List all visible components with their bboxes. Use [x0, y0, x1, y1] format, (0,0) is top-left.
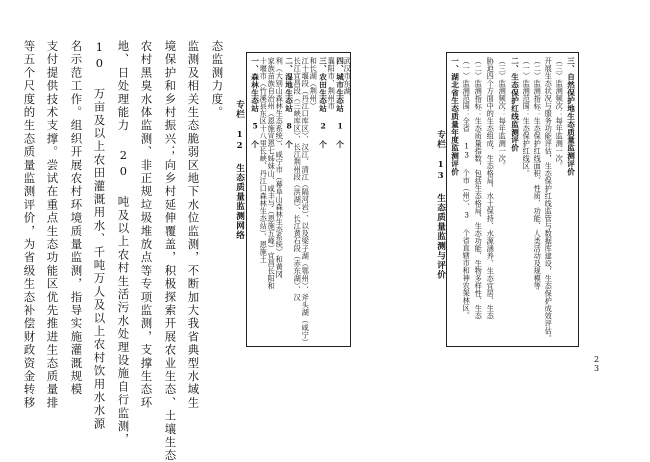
box13-line: （三）监测频次：每年监测一次。 [555, 57, 565, 170]
main-text-line: 名示范工作。组织开展农村环境质量监测，指导实施灌溉规模 [69, 40, 84, 397]
box13-line: 胁迫四个方面中的生态组成、生态格局、水土保持、水源涵养、生态宜居、生态 [486, 57, 496, 320]
box12-line: 江十堰段（丹江口库区）、汉江、清江（隔河岩）、以及梁子湖（鄂州）、斧头湖（咸宁） [301, 57, 311, 347]
box13-frame [446, 52, 579, 347]
box13-line: （二）监测指标：生态质量指数，包括生态格局、生态功能、生物多样性、生态 [474, 57, 484, 320]
box13-heading: 二、生态保护红线监测评价 [510, 57, 520, 152]
box12-line: 十堰市（竹溪县东区十八里长峡、丹江口森林生态站）、恩施土 [259, 57, 269, 264]
box12-title: 专栏 12 生态质量监测网络 [234, 100, 245, 240]
box13-line: （一）监测范围：生态保护红线区。 [522, 57, 532, 177]
box13-line: （三）监测频次：每年监测一次。 [498, 57, 508, 170]
page-number: 23 [592, 355, 601, 373]
box13-line: （一）监测范围：全省 13 个市（州）、3 个省直辖市和神农架林区。 [462, 57, 472, 320]
box13-line: （二）监测指标：生态保护红线面积、性质、功能、人类活动及规模等 [533, 57, 543, 290]
box12-heading: 一、森林生态站 5 个 [250, 57, 260, 149]
box12-line: 武汉市东湖 [343, 57, 353, 95]
box13-heading: 三、自然保护地生态质量监测评价 [566, 57, 576, 176]
box12-frame [246, 52, 351, 347]
main-text-line: 农村黑臭水体监测、非正规垃圾堆放点等专项监测，支撑生态环 [139, 40, 154, 410]
box13-title: 专栏 13 生态质量监测与评价 [435, 130, 446, 280]
box12-line: 长江宜昌段（三峡库区）、长江荆州段（洪湖）、长江黄石段（赤东湖）、汉 [293, 57, 303, 302]
box12-line: 利（大别山森林生态系统）、咸宁市（幕阜山森林生态系统）和黄冈 [275, 57, 285, 279]
main-text-line: 境保护和乡村振兴；向乡村延伸覆盖，积极探索开展农业生态、土壤生态 [163, 40, 178, 462]
main-text-line: 10 万亩及以上农田灌溉用水、千吨万人及以上农村饮用水水源 [92, 40, 107, 431]
box12-line: 和长湖（荆州） [309, 57, 319, 110]
box13-line: 开展生态状况与服务功能评估，生态保护红线监管与数据库建设，生态保护成效评估。 [544, 57, 554, 342]
box12-heading: 二、湿地生态站 8 个 [284, 57, 294, 149]
box12-line: 襄阳市、荆州市 [327, 57, 337, 110]
box12-heading: 四、城市生态站 1 个 [335, 57, 345, 149]
main-text-line: 支付提供技术支撑。尝试在重点生态功能区优先推进生态质量排 [45, 40, 60, 410]
main-text-line: 地、日处理能力 20 吨及以上农村生活污水处理设施自行监测， [116, 40, 131, 447]
box13-heading: 一、湖北省生态质量年度监测评价 [450, 57, 460, 176]
box12-heading: 三、农田生态站 2 个 [318, 57, 328, 149]
main-text-line: 等五个尺度的生态质量监测评价，为省级生态补偿财政资金转移 [22, 40, 37, 410]
main-text-line: 态监测力度。 [210, 40, 225, 120]
main-text-line: 监测及相关生态脆弱区地下水位监测，不断加大我省典型水域生 [186, 40, 201, 410]
box12-line: 家族苗族自治州（恩施宣恩七姊妹山、咸丰与（恩施五峰）宜昌长阳和 [267, 57, 277, 290]
